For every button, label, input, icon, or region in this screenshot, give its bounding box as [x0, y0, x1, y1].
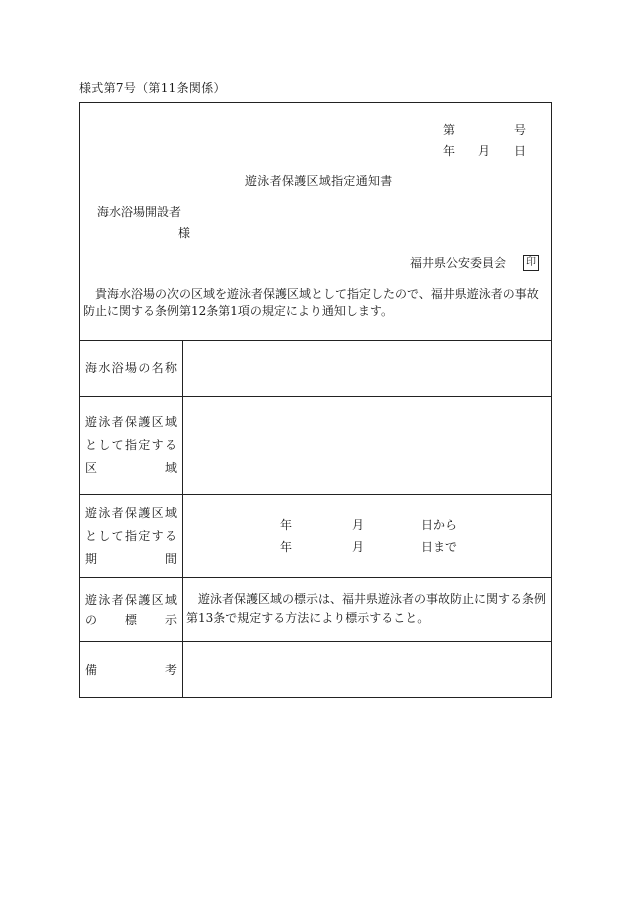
period-label-line3: 期 間 [85, 552, 177, 566]
label-cell [80, 397, 183, 494]
form-number: 様式第7号（第11条関係） [79, 81, 226, 95]
remarks-label: 備 考 [85, 663, 177, 677]
document-title: 遊泳者保護区域指定通知書 [245, 174, 393, 188]
beach-name-label: 海水浴場の名称 [85, 361, 177, 375]
area-marking-value [183, 578, 551, 641]
from-day: 日から [421, 518, 458, 532]
remarks-value[interactable] [183, 642, 551, 697]
notice-body: 貴海水浴場の次の区域を遊泳者保護区域として指定したので、福井県遊泳者の事故防止に関する条例第12条第1項の規定により通知します。 [83, 287, 539, 318]
area-label-line3: 区 域 [85, 461, 177, 475]
marking-text: 遊泳者保護区域の標示は、福井県遊泳者の事故防止に関する条例第13条で規定する方法により標示すること。 [186, 592, 547, 625]
row-beach-name [80, 341, 551, 397]
area-label-line2: として指定する [85, 438, 177, 452]
form-header [80, 103, 551, 341]
label-cell [80, 341, 183, 396]
label-cell [80, 578, 183, 641]
from-month: 月 [352, 518, 365, 532]
period-label-line1: 遊泳者保護区域 [85, 506, 177, 520]
honorific: 様 [178, 226, 191, 240]
to-month: 月 [352, 540, 365, 554]
marking-label-line1: 遊泳者保護区域 [85, 593, 177, 607]
date-day: 日 [514, 144, 527, 158]
marking-label-line2: の 標 示 [85, 613, 177, 627]
area-label-line1: 遊泳者保護区域 [85, 415, 177, 429]
date-year: 年 [443, 144, 456, 158]
seal-mark: 印 [523, 255, 539, 271]
row-area-marking [80, 578, 551, 642]
protection-period-value[interactable] [183, 495, 551, 577]
period-label-line2: として指定する [85, 529, 177, 543]
label-cell [80, 495, 183, 577]
row-protection-period [80, 495, 551, 578]
beach-name-value[interactable] [183, 341, 551, 396]
label-cell [80, 642, 183, 697]
addressee: 海水浴場開設者 [97, 205, 182, 219]
row-remarks [80, 642, 551, 697]
from-year: 年 [280, 518, 293, 532]
row-protection-area [80, 397, 551, 495]
date-month: 月 [478, 144, 491, 158]
issuer: 福井県公安委員会 [410, 256, 507, 270]
notice-form [79, 102, 552, 698]
to-year: 年 [280, 540, 293, 554]
protection-area-value[interactable] [183, 397, 551, 494]
to-day: 日まで [421, 540, 458, 554]
number-prefix: 第 [443, 123, 456, 137]
number-suffix: 号 [514, 123, 527, 137]
